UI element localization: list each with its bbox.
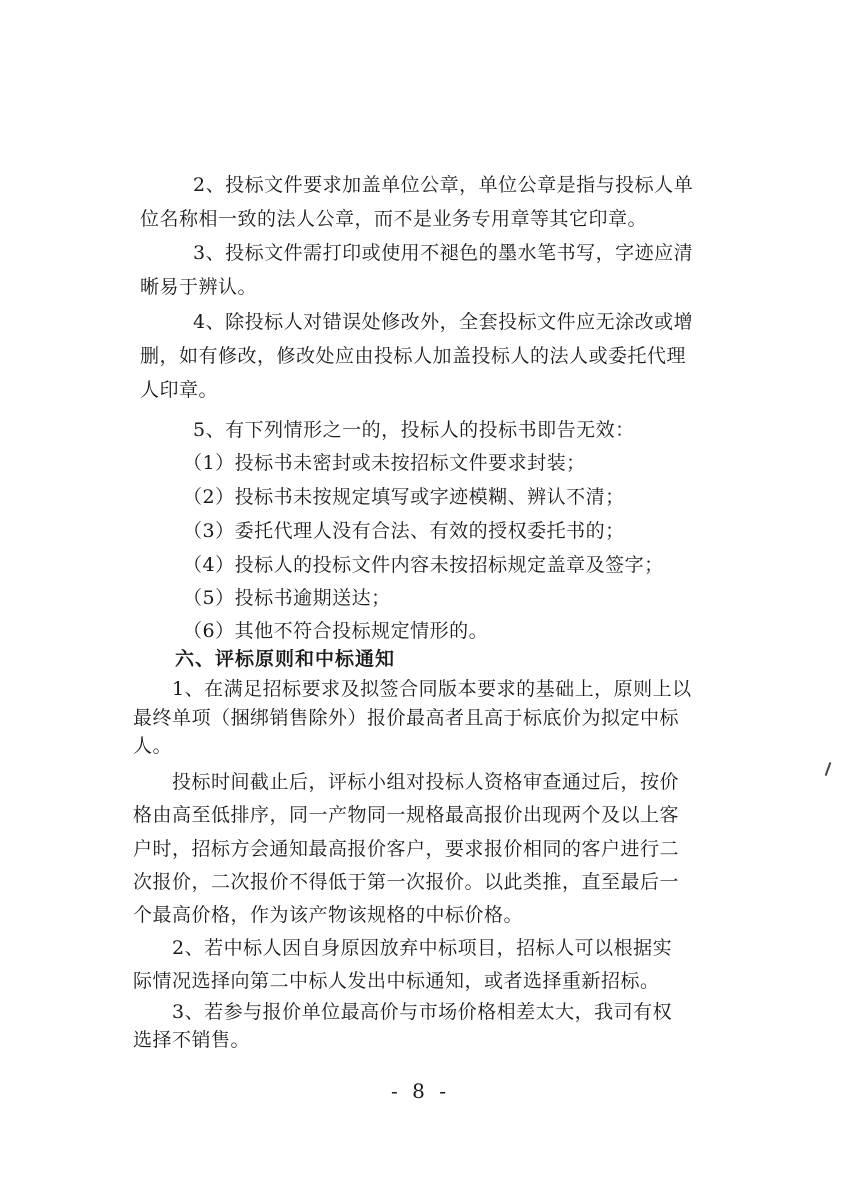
paragraph-line: 投标时间截止后，评标小组对投标人资格审查通过后，按价 bbox=[172, 771, 680, 793]
paragraph-line: 2、投标文件要求加盖单位公章，单位公章是指与投标人单 bbox=[193, 174, 694, 196]
paragraph-line: 晰易于辨认。 bbox=[140, 276, 258, 298]
list-item: （3）委托代理人没有合法、有效的授权委托书的； bbox=[183, 520, 625, 542]
paragraph-line: 删，如有修改，修改处应由投标人加盖投标人的法人或委托代理 bbox=[140, 345, 687, 367]
list-item: （1）投标书未密封或未按招标文件要求封装； bbox=[183, 452, 586, 474]
paragraph-line: 个最高价格，作为该产物该规格的中标价格。 bbox=[133, 904, 524, 926]
paragraph-line: 2、若中标人因自身原因放弃中标项目，招标人可以根据实 bbox=[172, 937, 673, 959]
paragraph-line: 最终单项（捆绑销售除外）报价最高者且高于标底价为拟定中标 bbox=[133, 707, 680, 729]
page-number: - 8 - bbox=[391, 1079, 450, 1103]
paragraph-line: 际情况选择向第二中标人发出中标通知，或者选择重新招标。 bbox=[133, 970, 660, 992]
paragraph-line: 1、在满足招标要求及拟签合同版本要求的基础上，原则上以 bbox=[172, 678, 692, 700]
paragraph-line: 3、若参与报价单位最高价与市场价格相差太大，我司有权 bbox=[172, 1001, 673, 1023]
list-item: （5）投标书逾期送达； bbox=[183, 587, 391, 609]
paragraph-line: 户时，招标方会通知最高报价客户，要求报价相同的客户进行二 bbox=[133, 838, 680, 860]
paragraph-line: 位名称相一致的法人公章，而不是业务专用章等其它印章。 bbox=[140, 208, 648, 230]
section-heading: 六、评标原则和中标通知 bbox=[175, 648, 396, 670]
paragraph-line: 5、有下列情形之一的，投标人的投标书即告无效： bbox=[193, 419, 635, 441]
paragraph-line: 3、投标文件需打印或使用不褪色的墨水笔书写，字迹应清 bbox=[193, 242, 694, 264]
paragraph-line: 人印章。 bbox=[140, 379, 219, 401]
paragraph-line: 选择不销售。 bbox=[133, 1029, 251, 1051]
paragraph-line: 次报价，二次报价不得低于第一次报价。以此类推，直至最后一 bbox=[133, 871, 680, 893]
paragraph-line: 人。 bbox=[133, 735, 173, 757]
list-item: （4）投标人的投标文件内容未按招标规定盖章及签字； bbox=[183, 554, 664, 576]
paragraph-line: 4、除投标人对错误处修改外，全套投标文件应无涂改或增 bbox=[193, 311, 694, 333]
list-item: （6）其他不符合投标规定情形的。 bbox=[183, 620, 489, 642]
list-item: （2）投标书未按规定填写或字迹模糊、辨认不清； bbox=[183, 486, 625, 508]
paragraph-line: 格由高至低排序，同一产物同一规格最高报价出现两个及以上客 bbox=[133, 804, 680, 826]
scan-mark bbox=[825, 762, 832, 776]
